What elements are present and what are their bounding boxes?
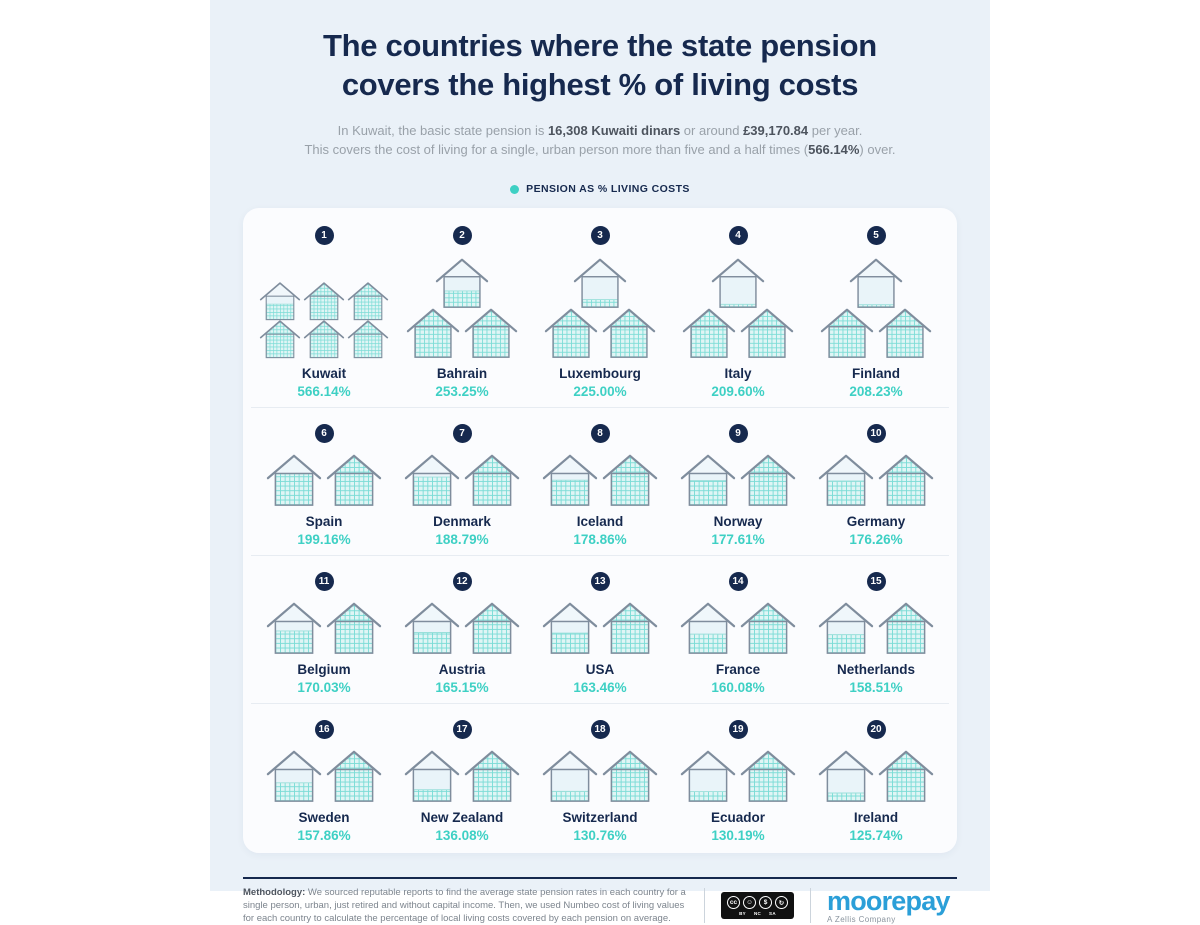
country-name: USA	[585, 662, 615, 677]
house-icon	[266, 453, 322, 507]
country-cell	[807, 714, 945, 843]
moorepay-logo	[827, 885, 957, 924]
rank-badge: 15	[867, 572, 886, 591]
country-name: Belgium	[297, 662, 351, 677]
methodology-text	[243, 886, 704, 925]
house-icon	[602, 749, 658, 803]
house-icon	[820, 307, 874, 359]
house-icon	[347, 319, 389, 359]
house-pictogram	[259, 251, 389, 359]
house-row	[818, 749, 934, 803]
house-pictogram	[818, 597, 934, 655]
subtitle-text: or around	[680, 123, 744, 138]
house-row	[266, 453, 382, 507]
house-row	[573, 257, 627, 309]
house-icon	[542, 601, 598, 655]
house-row	[542, 453, 658, 507]
rank-badge: 10	[867, 424, 886, 443]
rank-badge: 14	[729, 572, 748, 591]
house-row	[818, 453, 934, 507]
house-icon	[682, 307, 736, 359]
house-row	[435, 257, 489, 309]
country-cell	[255, 714, 393, 843]
house-icon	[711, 257, 765, 309]
share-alike-icon: ↻	[775, 896, 788, 909]
footer-rule	[243, 877, 957, 879]
house-row	[406, 307, 518, 359]
country-name: Bahrain	[436, 366, 488, 381]
house-icon	[404, 453, 460, 507]
ranking-row	[251, 407, 949, 555]
house-pictogram	[820, 251, 932, 359]
cc-term-label: SA	[769, 911, 776, 916]
country-percentage: 177.61%	[711, 532, 765, 547]
country-name: France	[715, 662, 761, 677]
country-percentage: 130.19%	[711, 828, 765, 843]
house-icon	[602, 307, 656, 359]
house-row	[680, 453, 796, 507]
rank-badge: 17	[453, 720, 472, 739]
country-percentage: 157.86%	[297, 828, 351, 843]
rank-badge: 5	[867, 226, 886, 245]
house-row	[849, 257, 903, 309]
country-name: Denmark	[433, 514, 491, 529]
house-icon	[259, 319, 301, 359]
title-line-1: The countries where the state pension	[323, 28, 877, 63]
country-name: Italy	[724, 366, 752, 381]
country-cell	[393, 220, 531, 399]
house-row	[266, 749, 382, 803]
subtitle-text: per year.	[808, 123, 863, 138]
country-percentage: 566.14%	[297, 384, 351, 399]
house-icon	[680, 749, 736, 803]
subtitle-highlight: 566.14%	[808, 142, 860, 157]
house-icon	[878, 453, 934, 507]
country-name: Finland	[852, 366, 900, 381]
house-icon	[680, 453, 736, 507]
house-row	[266, 601, 382, 655]
legend-label: PENSION AS % LIVING COSTS	[526, 183, 690, 195]
house-icon	[680, 601, 736, 655]
house-pictogram	[404, 597, 520, 655]
house-icon	[406, 307, 460, 359]
country-cell	[669, 566, 807, 695]
house-icon	[573, 257, 627, 309]
country-cell	[669, 418, 807, 547]
house-pictogram	[406, 251, 518, 359]
infographic-poster	[210, 0, 990, 924]
house-row	[680, 601, 796, 655]
country-grid	[251, 210, 949, 851]
subtitle-text: ) over.	[859, 142, 896, 157]
country-cell	[669, 220, 807, 399]
house-icon	[326, 601, 382, 655]
subtitle-text: This covers the cost of living for a single, urban person more than five and a half times (	[304, 142, 809, 157]
house-icon	[740, 307, 794, 359]
country-percentage: 188.79%	[435, 532, 489, 547]
country-percentage: 209.60%	[711, 384, 765, 399]
country-name: Ireland	[853, 810, 899, 825]
footer-divider	[810, 888, 811, 923]
house-icon	[347, 281, 389, 321]
rank-badge: 20	[867, 720, 886, 739]
rank-badge: 4	[729, 226, 748, 245]
country-percentage: 170.03%	[297, 680, 351, 695]
house-icon	[464, 453, 520, 507]
ranking-row	[251, 703, 949, 851]
cc-icon: cc	[727, 896, 740, 909]
cc-license-terms	[739, 911, 776, 916]
country-cell	[531, 220, 669, 399]
subtitle-highlight: £39,170.84	[743, 123, 809, 138]
rank-badge: 16	[315, 720, 334, 739]
house-icon	[849, 257, 903, 309]
country-percentage: 160.08%	[711, 680, 765, 695]
rank-badge: 7	[453, 424, 472, 443]
house-pictogram	[680, 449, 796, 507]
house-pictogram	[680, 745, 796, 803]
house-pictogram	[682, 251, 794, 359]
house-pictogram	[818, 745, 934, 803]
house-icon	[464, 749, 520, 803]
house-row	[542, 601, 658, 655]
rank-badge: 18	[591, 720, 610, 739]
country-percentage: 253.25%	[435, 384, 489, 399]
country-cell	[531, 714, 669, 843]
subtitle-line-2	[240, 140, 960, 159]
country-name: Spain	[305, 514, 343, 529]
house-icon	[878, 307, 932, 359]
house-icon	[602, 601, 658, 655]
house-icon	[818, 601, 874, 655]
house-pictogram	[266, 745, 382, 803]
house-row	[404, 453, 520, 507]
house-icon	[542, 453, 598, 507]
country-name: Luxembourg	[559, 366, 641, 381]
methodology-label: Methodology:	[243, 887, 306, 898]
country-name: Switzerland	[562, 810, 638, 825]
house-pictogram	[680, 597, 796, 655]
country-percentage: 125.74%	[849, 828, 903, 843]
house-icon	[266, 749, 322, 803]
country-name: Norway	[713, 514, 763, 529]
rank-badge: 13	[591, 572, 610, 591]
house-icon	[303, 281, 345, 321]
house-icon	[464, 307, 518, 359]
country-cell	[531, 418, 669, 547]
moorepay-tagline: A Zellis Company	[827, 914, 896, 924]
house-row	[259, 281, 389, 321]
country-name: Sweden	[298, 810, 350, 825]
house-icon	[544, 307, 598, 359]
methodology-body: We sourced reputable reports to find the average state pension rates in each country for a single person, urban, just retired and without capital income. Then, we used Numbeo cost of living values for each country to calculate the percentage of local living costs covered by each pension on average.	[243, 887, 686, 924]
subtitle-text: In Kuwait, the basic state pension is	[337, 123, 548, 138]
cc-term-label: BY	[739, 911, 746, 916]
country-cell	[255, 418, 393, 547]
country-name: Kuwait	[301, 366, 347, 381]
country-percentage: 163.46%	[573, 680, 627, 695]
country-percentage: 165.15%	[435, 680, 489, 695]
country-percentage: 225.00%	[573, 384, 627, 399]
house-row	[818, 601, 934, 655]
house-pictogram	[542, 449, 658, 507]
country-percentage: 208.23%	[849, 384, 903, 399]
rank-badge: 19	[729, 720, 748, 739]
house-icon	[818, 453, 874, 507]
country-percentage: 178.86%	[573, 532, 627, 547]
house-icon	[326, 749, 382, 803]
house-icon	[740, 453, 796, 507]
country-cell	[807, 566, 945, 695]
country-name: Austria	[438, 662, 486, 677]
country-name: Ecuador	[710, 810, 765, 825]
attribution-icon: ☺	[743, 896, 756, 909]
rank-badge: 3	[591, 226, 610, 245]
house-row	[404, 601, 520, 655]
subtitle-highlight: 16,308 Kuwaiti dinars	[547, 123, 681, 138]
house-icon	[464, 601, 520, 655]
country-name: Germany	[846, 514, 906, 529]
house-pictogram	[404, 449, 520, 507]
rank-badge: 8	[591, 424, 610, 443]
non-commercial-icon: $	[759, 896, 772, 909]
country-cell	[393, 714, 531, 843]
country-name: New Zealand	[420, 810, 504, 825]
cc-term-label: NC	[753, 911, 762, 916]
house-pictogram	[542, 745, 658, 803]
house-icon	[542, 749, 598, 803]
house-icon	[878, 601, 934, 655]
country-cell	[255, 220, 393, 399]
legend-dot-icon	[510, 185, 519, 194]
house-row	[544, 307, 656, 359]
rank-badge: 2	[453, 226, 472, 245]
house-icon	[602, 453, 658, 507]
cc-license-badge	[721, 892, 794, 919]
country-percentage: 199.16%	[297, 532, 351, 547]
footer	[243, 877, 957, 925]
country-cell	[807, 220, 945, 399]
country-cell	[393, 566, 531, 695]
house-pictogram	[266, 597, 382, 655]
rank-badge: 1	[315, 226, 334, 245]
country-cell	[255, 566, 393, 695]
house-icon	[878, 749, 934, 803]
rank-badge: 12	[453, 572, 472, 591]
ranking-card	[243, 208, 957, 853]
house-icon	[740, 749, 796, 803]
house-icon	[404, 749, 460, 803]
house-icon	[404, 601, 460, 655]
house-row	[682, 307, 794, 359]
house-row	[680, 749, 796, 803]
cc-license-icons	[727, 896, 788, 909]
house-icon	[259, 281, 301, 321]
ranking-row	[251, 555, 949, 703]
house-row	[404, 749, 520, 803]
house-icon	[818, 749, 874, 803]
country-cell	[669, 714, 807, 843]
house-row	[820, 307, 932, 359]
house-pictogram	[404, 745, 520, 803]
house-pictogram	[266, 449, 382, 507]
country-percentage: 176.26%	[849, 532, 903, 547]
rank-badge: 11	[315, 572, 334, 591]
house-pictogram	[818, 449, 934, 507]
country-percentage: 158.51%	[849, 680, 903, 695]
house-icon	[303, 319, 345, 359]
house-row	[259, 319, 389, 359]
house-icon	[740, 601, 796, 655]
country-name: Netherlands	[836, 662, 916, 677]
house-row	[711, 257, 765, 309]
footer-divider	[704, 888, 705, 923]
house-icon	[435, 257, 489, 309]
moorepay-wordmark: moorepay	[827, 885, 950, 916]
rank-badge: 6	[315, 424, 334, 443]
house-row	[542, 749, 658, 803]
country-cell	[531, 566, 669, 695]
ranking-row	[251, 210, 949, 407]
country-percentage: 136.08%	[435, 828, 489, 843]
country-percentage: 130.76%	[573, 828, 627, 843]
subtitle-line-1	[240, 121, 960, 140]
title-line-2: covers the highest % of living costs	[341, 67, 859, 102]
house-icon	[326, 453, 382, 507]
legend	[210, 183, 990, 195]
house-icon	[266, 601, 322, 655]
country-name: Iceland	[576, 514, 624, 529]
page-title	[230, 26, 970, 104]
country-cell	[807, 418, 945, 547]
house-pictogram	[542, 597, 658, 655]
country-cell	[393, 418, 531, 547]
rank-badge: 9	[729, 424, 748, 443]
house-pictogram	[544, 251, 656, 359]
